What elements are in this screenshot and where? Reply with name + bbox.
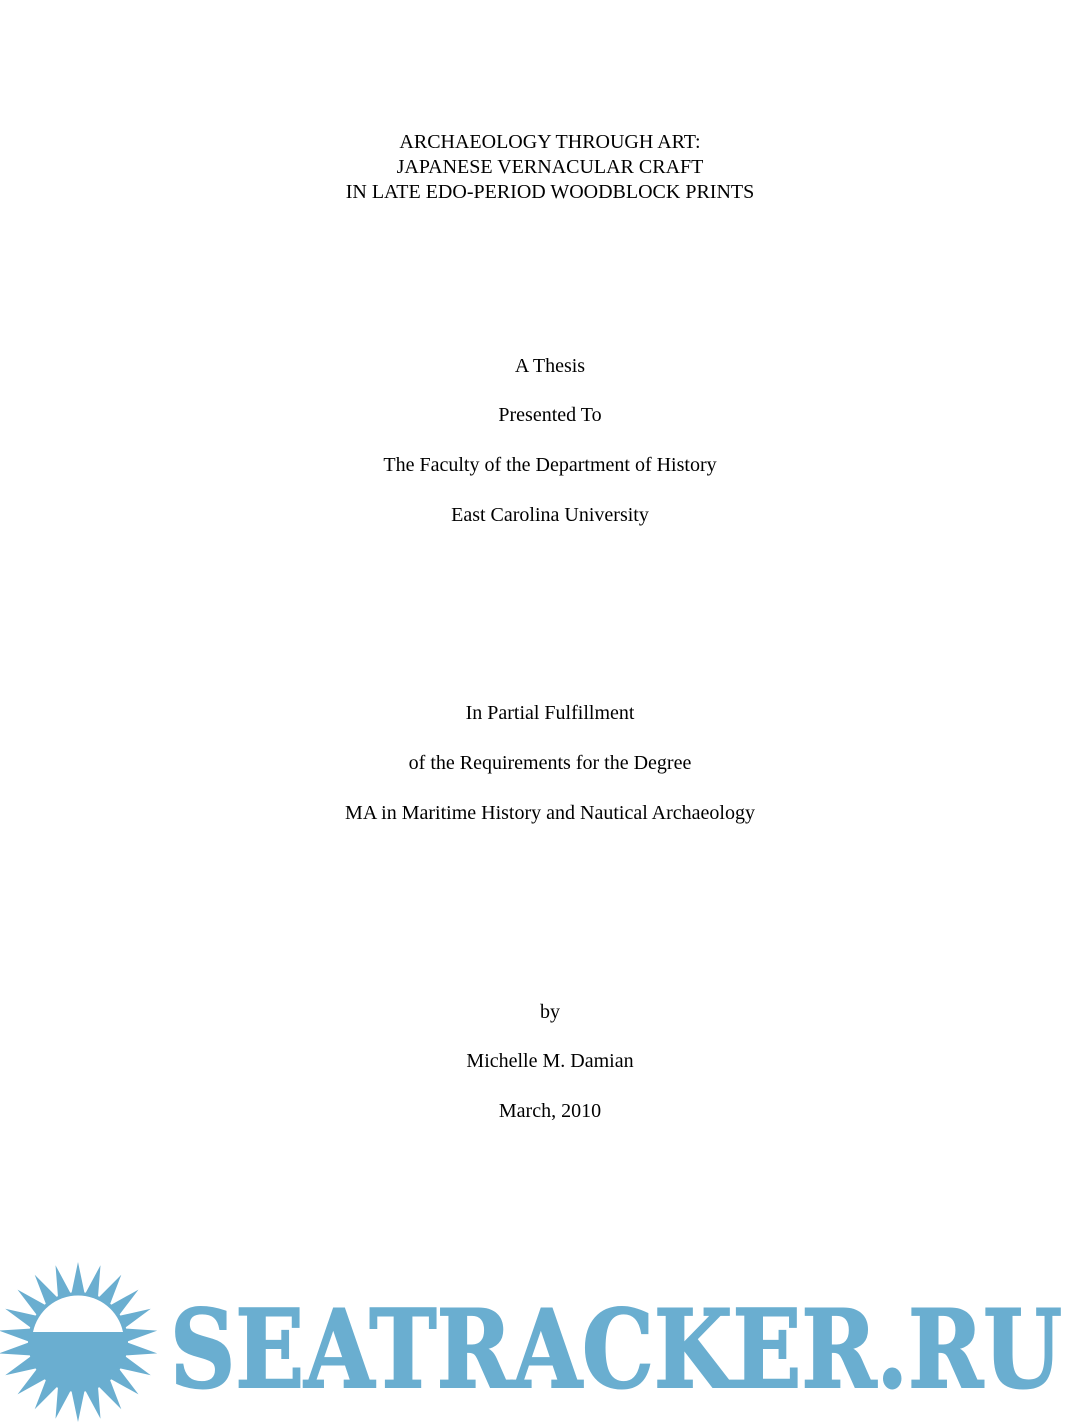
by-label: by (540, 1001, 560, 1023)
title-line-1: ARCHAEOLOGY THROUGH ART: (399, 131, 701, 153)
presented-to: Presented To (498, 404, 602, 426)
fulfillment-line-1: In Partial Fulfillment (465, 702, 635, 724)
department: The Faculty of the Department of History (383, 454, 717, 476)
watermark-text: SEATRACKER.RU (170, 1287, 1062, 1413)
thesis-label: A Thesis (514, 355, 586, 377)
sun-icon (0, 1262, 157, 1422)
thesis-date: March, 2010 (498, 1100, 602, 1122)
degree-name: MA in Maritime History and Nautical Archaeology (345, 802, 755, 824)
watermark (0, 1262, 1080, 1425)
title-line-3: IN LATE EDO-PERIOD WOODBLOCK PRINTS (345, 181, 755, 203)
title-line-2: JAPANESE VERNACULAR CRAFT (396, 156, 704, 178)
university: East Carolina University (451, 504, 649, 526)
fulfillment-line-2: of the Requirements for the Degree (408, 752, 692, 774)
author-name: Michelle M. Damian (466, 1050, 634, 1072)
